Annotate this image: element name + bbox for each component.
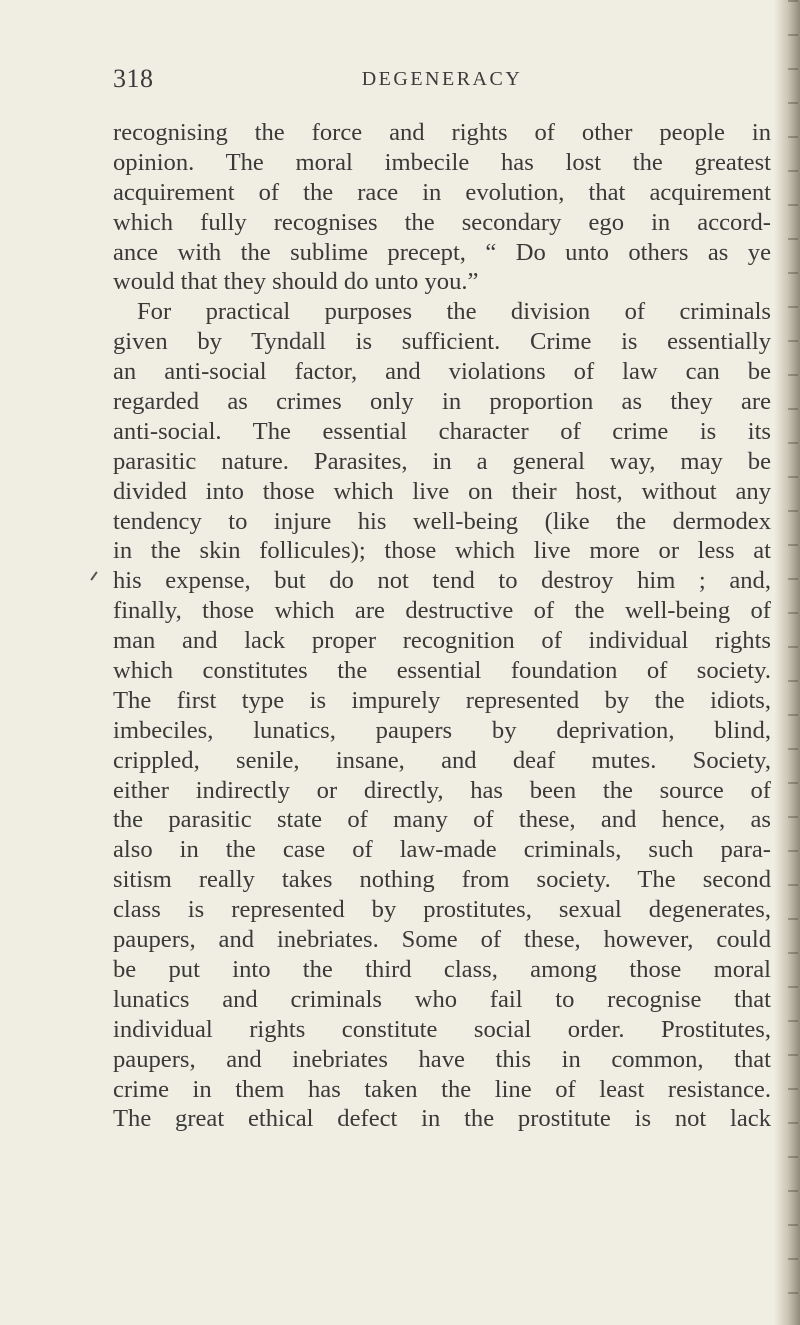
text-line: an anti-social factor, and violations of law can be xyxy=(113,358,771,386)
text-line: parasitic nature. Parasites, in a general way, may be xyxy=(113,447,771,475)
text-line: acquirement of the race in evolution, that acquirement xyxy=(113,178,771,206)
text-line: ance with the sublime precept, “ Do unto others as ye xyxy=(113,238,771,266)
text-line: be put into the third class, among those moral xyxy=(113,955,771,983)
text-line: which constitutes the essential foundation of society. xyxy=(113,657,771,685)
text-line: divided into those which live on their host, without any xyxy=(113,477,771,505)
text-line: in the skin follicules); those which live more or less at xyxy=(113,537,771,565)
page-number: 318 xyxy=(113,64,154,93)
text-line: also in the case of law-made criminals, such para- xyxy=(113,836,771,864)
text-line: tendency to injure his well-being (like the dermodex xyxy=(113,507,771,535)
text-line: given by Tyndall is sufficient. Crime is essentially xyxy=(113,328,771,356)
text-line: individual rights constitute social order. Prostitutes, xyxy=(113,1015,771,1043)
text-line: anti-social. The essential character of crime is its xyxy=(113,417,771,445)
text-line: imbeciles, lunatics, paupers by deprivation, blind, xyxy=(113,716,771,744)
text-line: finally, those which are destructive of the well-being of xyxy=(113,597,771,625)
text-line: which fully recognises the secondary ego in accord- xyxy=(113,208,771,236)
text-line: recognising the force and rights of other people in xyxy=(113,119,771,146)
page-edge-streaks xyxy=(788,0,798,1325)
body-text xyxy=(113,118,771,1134)
stray-pencil-mark xyxy=(90,571,97,580)
text-line: crime in them has taken the line of least resistance. xyxy=(113,1075,771,1103)
text-line: For practical purposes the division of criminals xyxy=(137,298,771,326)
text-line: The great ethical defect in the prostitute is not lack xyxy=(113,1105,771,1133)
text-line: class is represented by prostitutes, sexual degenerates, xyxy=(113,896,771,924)
text-line: his expense, but do not tend to destroy him ; and, xyxy=(113,567,771,595)
text-line: would that they should do unto you.” xyxy=(113,268,479,296)
text-line: regarded as crimes only in proportion as they are xyxy=(113,388,771,416)
text-line: lunatics and criminals who fail to recognise that xyxy=(113,985,771,1013)
text-line: paupers, and inebriates have this in common, that xyxy=(113,1045,771,1073)
text-line: crippled, senile, insane, and deaf mutes. Society, xyxy=(113,746,771,774)
text-line: sitism really takes nothing from society. The second xyxy=(113,866,771,894)
text-line: the parasitic state of many of these, and hence, as xyxy=(113,806,771,834)
text-line: either indirectly or directly, has been the source of xyxy=(113,776,771,804)
text-line: paupers, and inebriates. Some of these, however, could xyxy=(113,926,771,954)
page-header xyxy=(113,64,771,100)
text-line: The first type is impurely represented by the idiots, xyxy=(113,686,771,714)
text-line: man and lack proper recognition of individual rights xyxy=(113,627,771,655)
running-head: DEGENERACY xyxy=(361,68,523,90)
text-line: opinion. The moral imbecile has lost the greatest xyxy=(113,148,771,176)
